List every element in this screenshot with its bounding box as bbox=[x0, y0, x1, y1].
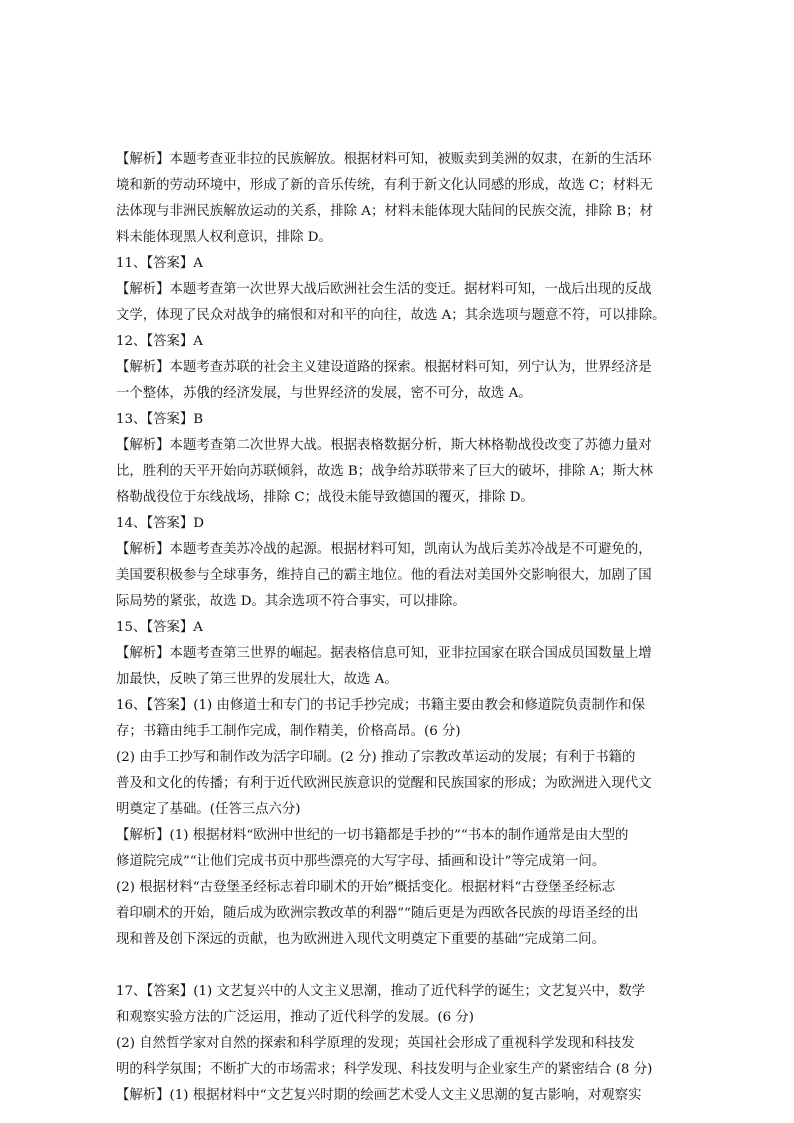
text-line: 普及和文化的传播；有利于近代欧洲民族意识的觉醒和民族国家的形成；为欧洲进入现代文 bbox=[116, 776, 652, 791]
text-line: 美国要积极参与全球事务，维持自己的霸主地位。他的看法对美国外交影响很大，加剧了国 bbox=[116, 568, 652, 583]
text-line: 17、【答案】(1) 文艺复兴中的人文主义思潮，推动了近代科学的诞生；文艺复兴中，数学 bbox=[116, 984, 646, 999]
text-line: 16、【答案】(1) 由修道士和专门的书记手抄完成；书籍主要由教会和修道院负责制作和保 bbox=[116, 698, 646, 713]
text-line: 加最快，反映了第三世界的发展壮大，故选 A。 bbox=[116, 672, 398, 687]
text-line: (2) 根据材料“古登堡圣经标志着印刷术的开始”概括变化。根据材料“古登堡圣经标志 bbox=[116, 880, 616, 895]
text-line: 际局势的紧张，故选 D。其余选项不符合事实，可以排除。 bbox=[116, 594, 466, 609]
text-line: 【解析】本题考查第一次世界大战后欧洲社会生活的变迁。据材料可知，一战后出现的反战 bbox=[116, 282, 652, 297]
text-line: 格勒战役位于东线战场，排除 C；战役未能导致德国的覆灭，排除 D。 bbox=[116, 490, 534, 505]
text-line: 境和新的劳动环境中，形成了新的音乐传统，有利于新文化认同感的形成，故选 C；材料无 bbox=[116, 178, 653, 193]
text-line: 11、【答案】A bbox=[116, 256, 203, 271]
text-line: 13、【答案】B bbox=[116, 412, 204, 427]
text-line: 法体现与非洲民族解放运动的关系，排除 A；材料未能体现大陆间的民族交流，排除 B；材 bbox=[116, 204, 653, 219]
text-line: 【解析】(1) 根据材料中“文艺复兴时期的绘画艺术受人文主义思潮的复古影响，对观察实 bbox=[116, 1088, 642, 1103]
text-line: 文学，体现了民众对战争的痛恨和对和平的向往，故选 A；其余选项与题意不符，可以排除。 bbox=[116, 308, 666, 323]
text-line: 着印刷术的开始，随后成为欧洲宗教改革的利器”“随后更是为西欧各民族的母语圣经的出 bbox=[116, 906, 639, 921]
text-line: 和观察实验方法的广泛运用，推动了近代科学的发展。(6 分) bbox=[116, 1010, 474, 1025]
text-line: 12、【答案】A bbox=[116, 334, 203, 349]
text-line: 明奠定了基础。(任答三点六分) bbox=[116, 802, 301, 817]
text-line: 【解析】(1) 根据材料“欧洲中世纪的一切书籍都是手抄的”“书本的制作通常是由大型的 bbox=[116, 828, 629, 843]
text-line: 存；书籍由纯手工制作完成，制作精美，价格高昂。(6 分) bbox=[116, 724, 461, 739]
text-line: 修道院完成”“让他们完成书页中那些漂亮的大写字母、插画和设计”等完成第一问。 bbox=[116, 854, 606, 869]
text-line: 现和普及创下深远的贡献，也为欧洲进入现代文明奠定下重要的基础”完成第二问。 bbox=[116, 932, 605, 947]
text-line: 比，胜利的天平开始向苏联倾斜，故选 B；战争给苏联带来了巨大的破坏，排除 A；斯大林 bbox=[116, 464, 653, 479]
text-line: 【解析】本题考查苏联的社会主义建设道路的探索。根据材料可知，列宁认为，世界经济是 bbox=[116, 360, 652, 375]
text-line: 【解析】本题考查第三世界的崛起。据表格信息可知，亚非拉国家在联合国成员国数量上增 bbox=[116, 646, 652, 661]
text-line: 15、【答案】A bbox=[116, 620, 203, 635]
text-line: 明的科学氛围；不断扩大的市场需求；科学发现、科技发明与企业家生产的紧密结合 (8 分) bbox=[116, 1062, 653, 1077]
text-line: 【解析】本题考查亚非拉的民族解放。根据材料可知，被贩卖到美洲的奴隶，在新的生活环 bbox=[116, 152, 652, 167]
blank-line bbox=[116, 953, 678, 979]
text-line: 14、【答案】D bbox=[116, 516, 205, 531]
text-line: (2) 由手工抄写和制作改为活字印刷。(2 分) 推动了宗教改革运动的发展；有利于书籍的 bbox=[116, 750, 636, 765]
text-line: 一个整体，苏俄的经济发展，与世界经济的发展，密不可分，故选 A。 bbox=[116, 386, 532, 401]
document-page bbox=[116, 147, 678, 1109]
text-line: 【解析】本题考查美苏冷战的起源。根据材料可知，凯南认为战后美苏冷战是不可避免的， bbox=[116, 542, 652, 557]
text-line: (2) 自然哲学家对自然的探索和科学原理的发现；英国社会形成了重视科学发现和科技发 bbox=[116, 1036, 635, 1051]
text-line: 料未能体现黑人权利意识，排除 D。 bbox=[116, 230, 332, 245]
text-line: 【解析】本题考查第二次世界大战。根据表格数据分析，斯大林格勒战役改变了苏德力量对 bbox=[116, 438, 652, 453]
